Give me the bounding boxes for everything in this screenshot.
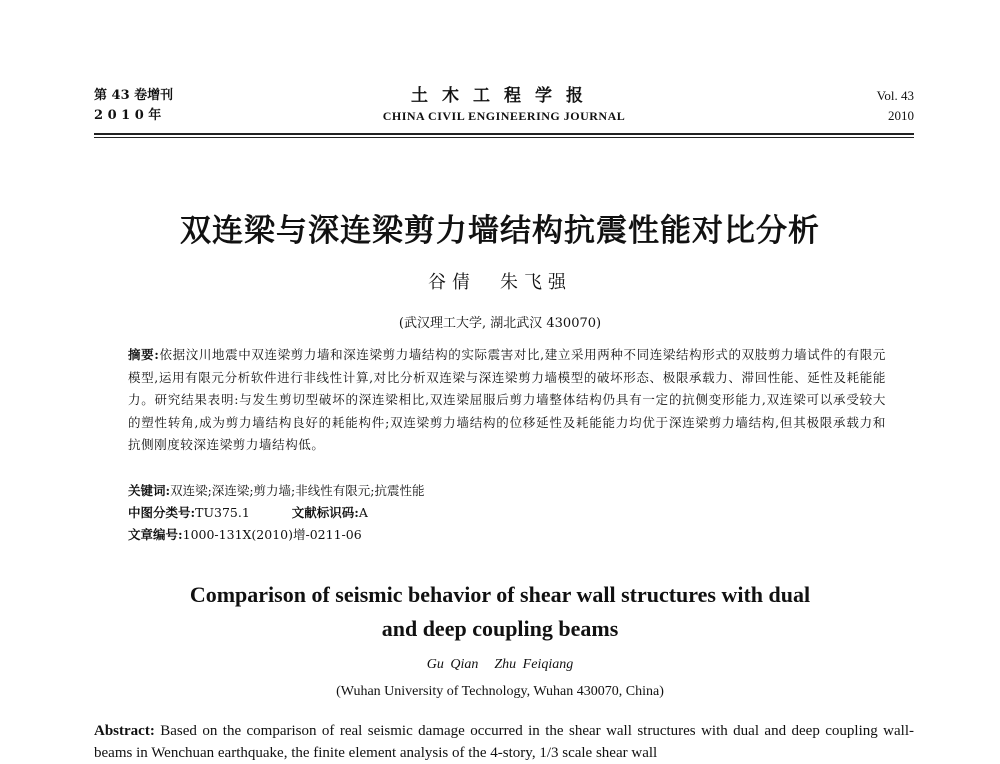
doc-code-value: A [358, 505, 368, 520]
clc-label: 中图分类号: [128, 505, 196, 520]
authors-en [0, 657, 1000, 673]
abstract-zh [128, 344, 886, 457]
keywords-value: 双连梁;深连梁;剪力墙;非线性有限元;抗震性能 [170, 483, 425, 498]
clc-value: TU375.1 [195, 505, 250, 520]
abstract-text-zh: 依据汶川地震中双连梁剪力墙和深连梁剪力墙结构的实际震害对比,建立采用两种不同连梁结构形式的双肢剪力墙试件的有限元模型,运用有限元分析软件进行非线性计算,对比分析双连梁与深连梁剪力墙模型的破坏形态、极限承载力、滞回性能、延性及耗能能力。研究结果表明:与发生剪切型破坏的深连梁相比,双连梁屈服后剪力墙整体结构仍具有一定的抗侧变形能力,双连梁可以承受较大的塑性转角,成为剪力墙结构良好的耗能构件;双连梁剪力墙结构的位移延性及耗能能力均优于深连梁剪力墙结构,但其极限承载力和抗侧刚度较深连梁剪力墙结构低。 [128, 347, 886, 452]
keywords-label: 关键词: [128, 483, 171, 498]
abstract-text-en: Based on the comparison of real seismic damage occurred in the shear wall structures with dual and deep coupling wall-beams in Wenchuan earthquake, the finite element analysis of the 4-story, 1/3 scale shear wall [94, 723, 914, 761]
article-number-line [128, 525, 362, 545]
author-en: Gu Qian [426, 657, 479, 672]
author-en: Zhu Feiqiang [494, 657, 574, 672]
article-no-value: 1000-131X(2010)增-0211-06 [182, 527, 362, 542]
journal-name-zh: 土木工程学报 [411, 86, 597, 106]
affiliation-zh: (武汉理工大学, 湖北武汉 430070) [398, 316, 602, 331]
header-volume-zh: 第 43 卷增刊 [94, 88, 174, 103]
paper-title-en-line2: and deep coupling beams [381, 616, 619, 641]
paper-title-en [0, 578, 1000, 646]
header-journal-name [94, 86, 914, 126]
author-zh: 谷倩 [428, 272, 476, 293]
header-volume-en: Vol. 43 [876, 88, 914, 103]
journal-name-en: CHINA CIVIL ENGINEERING JOURNAL [382, 109, 626, 123]
abstract-label-zh: 摘要: [128, 347, 160, 362]
header-rule-thin [94, 137, 914, 138]
authors-zh [0, 268, 1000, 294]
header-rule-thick [94, 133, 914, 135]
abstract-label-en: Abstract: [94, 723, 155, 739]
keywords-zh [128, 481, 424, 501]
article-no-label: 文章编号: [128, 527, 183, 542]
doc-code-label: 文献标识码: [291, 505, 359, 520]
author-zh: 朱飞强 [500, 272, 572, 293]
header-volume-info [877, 86, 914, 126]
paper-title-en-line1: Comparison of seismic behavior of shear wall structures with dual [189, 582, 811, 607]
header-year-zh: 2 0 1 0 年 [94, 108, 162, 123]
header-year-en: 2010 [888, 108, 914, 123]
abstract-en [94, 720, 914, 764]
affiliation-en: (Wuhan University of Technology, Wuhan 430070, China) [336, 684, 664, 699]
classification-line [128, 503, 368, 523]
journal-header [94, 86, 914, 128]
paper-title-zh: 双连梁与深连梁剪力墙结构抗震性能对比分析 [180, 213, 820, 249]
